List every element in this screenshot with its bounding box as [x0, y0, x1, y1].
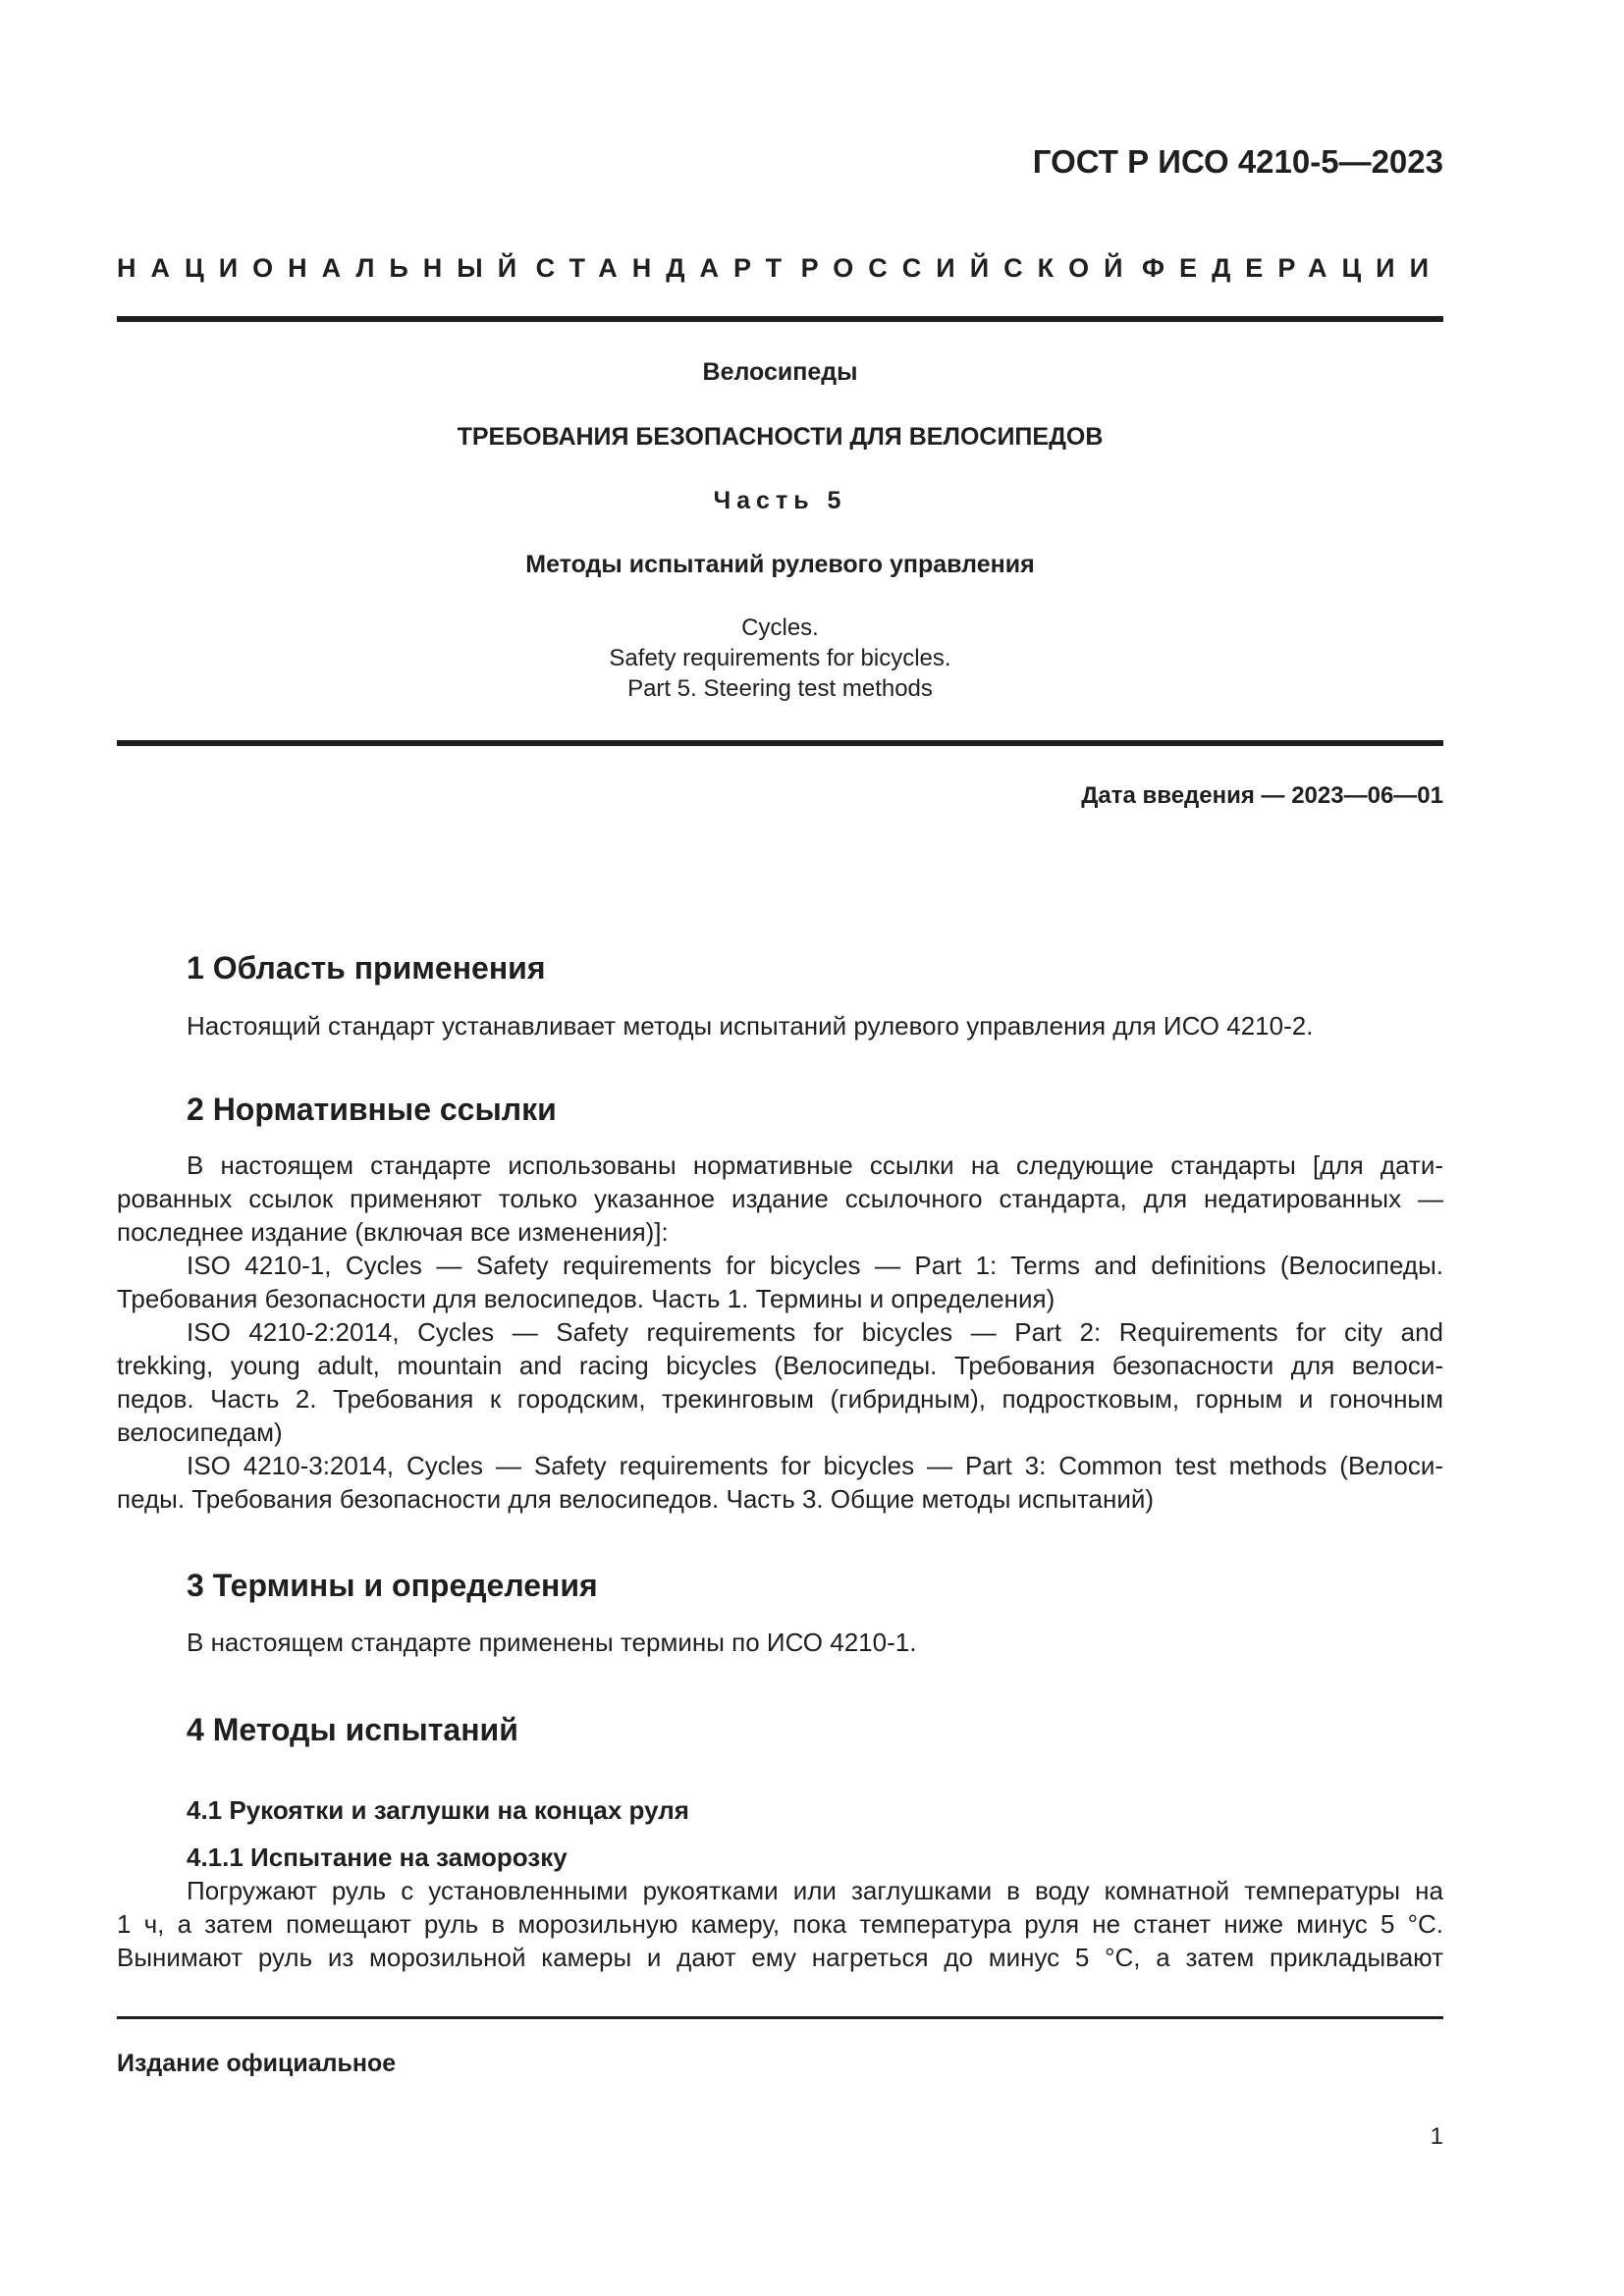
section-1-text — [117, 1009, 1443, 1042]
subsection-4-1-1-heading: 4.1.1 Испытание на заморозку — [187, 1842, 568, 1872]
text-line: педов. Часть 2. Требования к городским, трекинговым (гибридным), подростковым, горным и гоночным — [117, 1384, 1443, 1414]
official-edition-label: Издание официальное — [117, 2050, 397, 2077]
subsection-4-1-heading: 4.1 Рукоятки и заглушки на концах руля — [187, 1795, 689, 1825]
section-1-heading: 1 Область применения — [187, 950, 546, 986]
title-line-2: ТРЕБОВАНИЯ БЕЗОПАСНОСТИ ДЛЯ ВЕЛОСИПЕДОВ — [457, 423, 1104, 451]
text-line: 1 ч, а затем помещают руль в морозильную камеру, пока температура руля не станет ниже минус 5 °С. — [117, 1909, 1443, 1939]
section-4-text — [117, 1874, 1443, 1974]
text-line: педы. Требования безопасности для велосипедов. Часть 3. Общие методы испытаний) — [117, 1484, 1155, 1514]
title-part: Часть 5 — [713, 487, 847, 514]
english-title-line: Safety requirements for bicycles. — [609, 645, 951, 671]
banner-word: ФЕДЕРАЦИИ — [1142, 253, 1443, 283]
text-line: В настоящем стандарте использованы нормативные ссылки на следующие стандарты [для дати- — [187, 1150, 1443, 1180]
footer-divider — [117, 2016, 1443, 2019]
title-line-4: Методы испытаний рулевого управления — [525, 551, 1035, 578]
section-3-text — [117, 1626, 1443, 1659]
section-4-heading: 4 Методы испытаний — [187, 1712, 518, 1747]
text-line: рованных ссылок применяют только указанное издание ссылочного стандарта, для недатированных — — [117, 1184, 1443, 1213]
title-bottom-divider — [117, 740, 1443, 746]
section-3-heading: 3 Термины и определения — [187, 1568, 598, 1603]
standard-code: ГОСТ Р ИСО 4210-5—2023 — [1032, 143, 1443, 180]
text-line: ISO 4210-3:2014, Cycles — Safety requirements for bicycles — Part 3: Common test methods (Велоси- — [187, 1451, 1443, 1480]
national-standard-banner — [117, 253, 1443, 284]
text-line: Настоящий стандарт устанавливает методы испытаний рулевого управления для ИСО 4210-2. — [187, 1011, 1314, 1041]
title-line-1: Велосипеды — [702, 358, 858, 386]
english-title — [117, 613, 1443, 704]
section-2-text — [117, 1148, 1443, 1516]
text-line: В настоящем стандарте применены термины по ИСО 4210-1. — [187, 1628, 917, 1657]
page-number: 1 — [1430, 2123, 1443, 2150]
text-line: ISO 4210-2:2014, Cycles — Safety requirements for bicycles — Part 2: Requirements for city and — [187, 1317, 1443, 1347]
banner-word: НАЦИОНАЛЬНЫЙ — [117, 253, 532, 283]
english-title-line: Part 5. Steering test methods — [627, 675, 933, 702]
text-line: Погружают руль с установленными рукоятками или заглушками в воду комнатной температуры на — [187, 1876, 1443, 1905]
top-divider — [117, 316, 1443, 322]
section-2-heading: 2 Нормативные ссылки — [187, 1092, 557, 1127]
text-line: велосипедам) — [117, 1417, 283, 1447]
text-line: Требования безопасности для велосипедов. Часть 1. Термины и определения) — [117, 1284, 1056, 1313]
text-line: ISO 4210-1, Cycles — Safety requirements for bicycles — Part 1: Terms and definitions (Велосипеды. — [187, 1251, 1443, 1280]
text-line: trekking, young adult, mountain and racing bicycles (Велосипеды. Требования безопасности для велоси- — [117, 1351, 1443, 1380]
introduction-date: Дата введения — 2023—06—01 — [1081, 782, 1443, 809]
english-title-line: Cycles. — [741, 614, 819, 641]
banner-word: СТАНДАРТ — [535, 253, 797, 283]
text-line: последнее издание (включая все изменения)]: — [117, 1217, 669, 1247]
text-line: Вынимают руль из морозильной камеры и дают ему нагреться до минус 5 °С, а затем прикладывают — [117, 1943, 1443, 1972]
banner-word: РОССИЙСКОЙ — [800, 253, 1138, 283]
